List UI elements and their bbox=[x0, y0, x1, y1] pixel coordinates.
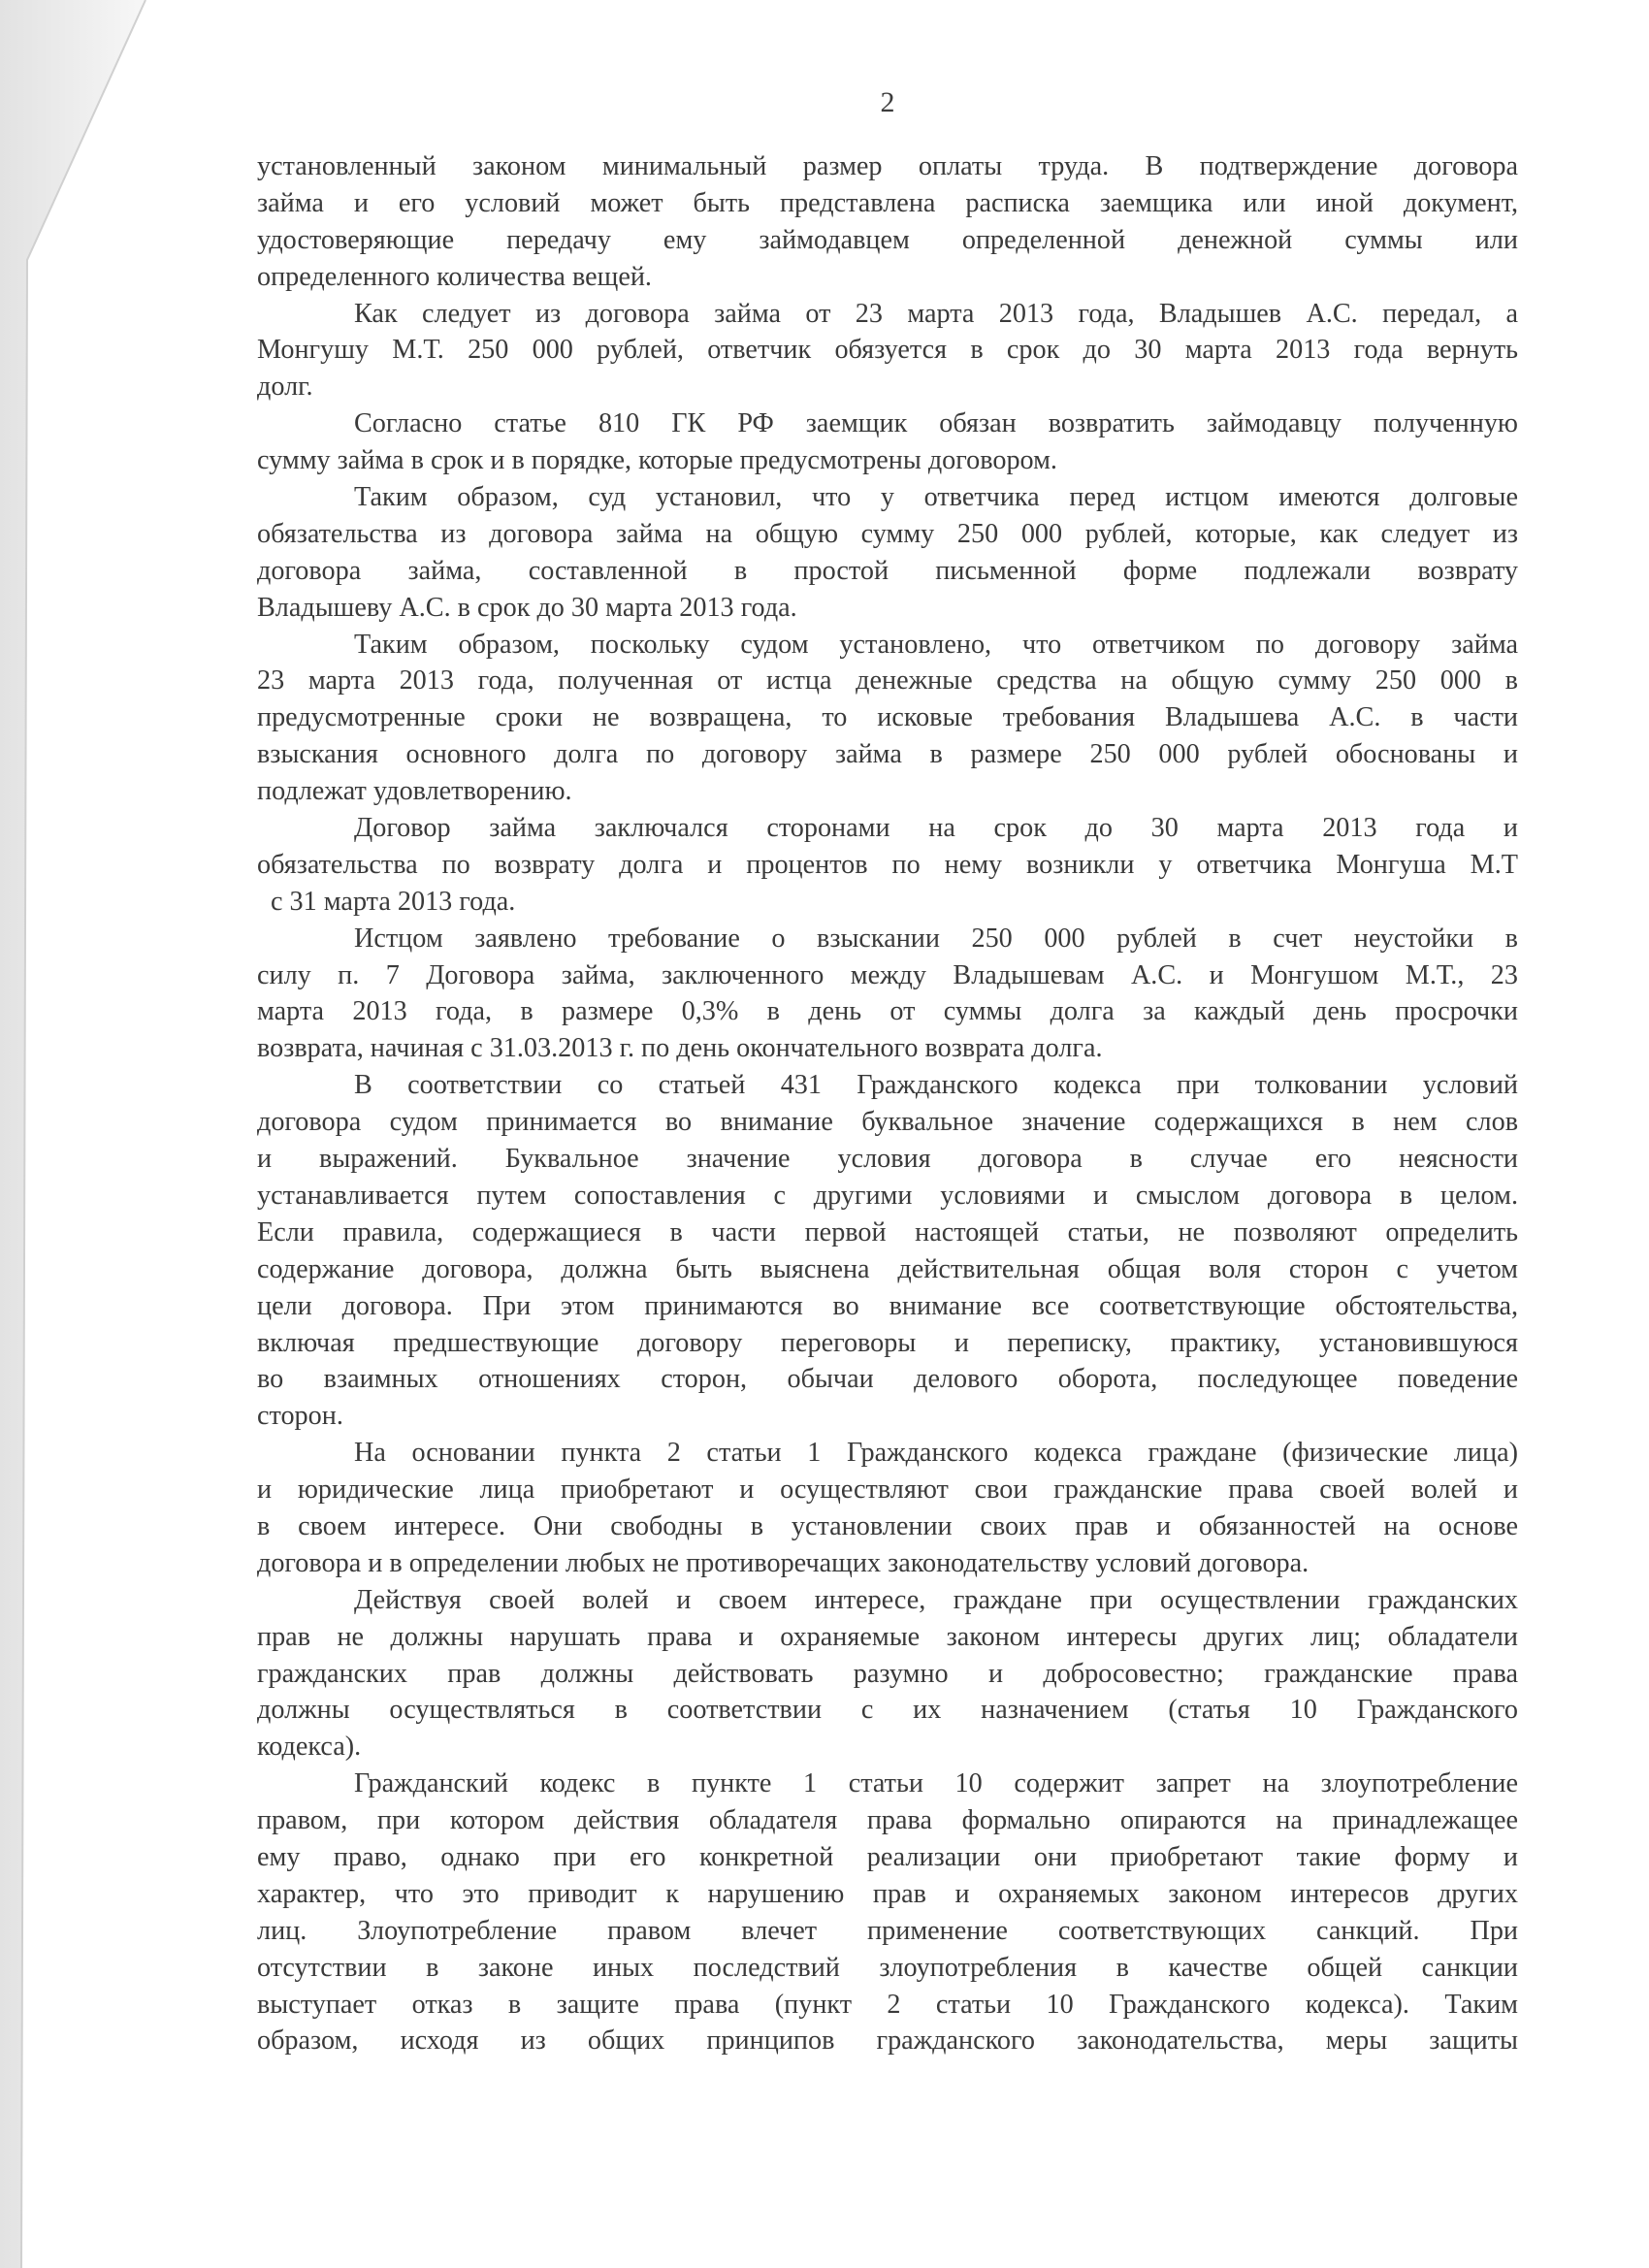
text-line: гражданских прав должны действовать разумно и добросовестно; гражданские права bbox=[257, 1658, 1518, 1689]
paragraph bbox=[257, 1582, 1518, 1766]
paragraph bbox=[257, 1766, 1518, 2059]
text-line: должны осуществляться в соответствии с их назначением (статья 10 Гражданского bbox=[257, 1695, 1518, 1726]
text-line: силу п. 7 Договора займа, заключенного между Владышевам А.С. и Монгушом М.Т., 23 bbox=[257, 959, 1518, 990]
text-line: обязательства по возврату долга и процентов по нему возникли у ответчика Монгуша М.Т bbox=[257, 849, 1518, 880]
text-line: В соответствии со статьей 431 Гражданского кодекса при толковании условий bbox=[354, 1070, 1518, 1101]
paragraph bbox=[257, 405, 1518, 479]
text-line: Таким образом, поскольку судом установлено, что ответчиком по договору займа bbox=[354, 629, 1518, 660]
text-line: характер, что это приводит к нарушению прав и охраняемых законом интересов других bbox=[257, 1878, 1518, 1909]
text-line: Владышеву А.С. в срок до 30 марта 2013 года. bbox=[257, 592, 797, 623]
text-line: во взаимных отношениях сторон, обычаи делового оборота, последующее поведение bbox=[257, 1364, 1518, 1395]
fold-shadow bbox=[0, 0, 146, 2268]
paragraph bbox=[257, 479, 1518, 627]
fold-edge-line bbox=[21, 0, 146, 2268]
paragraph bbox=[257, 1067, 1518, 1435]
text-line: и юридические лица приобретают и осуществляют свои гражданские права своей волей и bbox=[257, 1474, 1518, 1506]
text-line: ему право, однако при его конкретной реализации они приобретают такие форму и bbox=[257, 1841, 1518, 1872]
text-line: 23 марта 2013 года, полученная от истца денежные средства на общую сумму 250 000 в bbox=[257, 665, 1518, 697]
text-line: цели договора. При этом принимаются во внимание все соответствующие обстоятельства, bbox=[257, 1290, 1518, 1321]
text-line: в своем интересе. Они свободны в установлении своих прав и обязанностей на основе bbox=[257, 1510, 1518, 1541]
text-line: правом, при котором действия обладателя права формально опираются на принадлежащее bbox=[257, 1805, 1518, 1836]
text-line: лиц. Злоупотребление правом влечет применение соответствующих санкций. При bbox=[257, 1915, 1518, 1946]
text-line: возврата, начиная с 31.03.2013 г. по день окончательного возврата долга. bbox=[257, 1033, 1103, 1064]
text-line: кодекса). bbox=[257, 1732, 362, 1763]
text-line: устанавливается путем сопоставления с другими условиями и смыслом договора в целом. bbox=[257, 1180, 1518, 1211]
text-line: прав не должны нарушать права и охраняемые законом интересы других лиц; обладатели bbox=[257, 1621, 1518, 1652]
text-line: Таким образом, суд установил, что у ответчика перед истцом имеются долговые bbox=[354, 482, 1518, 513]
text-line: Гражданский кодекс в пункте 1 статьи 10 содержит запрет на злоупотребление bbox=[354, 1768, 1518, 1799]
text-line: договора займа, составленной в простой письменной форме подлежали возврату bbox=[257, 555, 1518, 586]
text-line: договора судом принимается во внимание буквальное значение содержащихся в нем слов bbox=[257, 1107, 1518, 1138]
paragraph bbox=[257, 1435, 1518, 1582]
text-line: Монгушу М.Т. 250 000 рублей, ответчик обязуется в срок до 30 марта 2013 года вернуть bbox=[257, 335, 1518, 366]
paragraph bbox=[257, 810, 1518, 921]
text-line: образом, исходя из общих принципов гражданского законодательства, меры защиты bbox=[257, 2025, 1518, 2057]
text-line: и выражений. Буквальное значение условия договора в случае его неясности bbox=[257, 1144, 1518, 1175]
paragraph bbox=[257, 296, 1518, 406]
text-line: включая предшествующие договору переговоры и переписку, практику, установившуюся bbox=[257, 1327, 1518, 1358]
text-line: предусмотренные сроки не возвращена, то исковые требования Владышева А.С. в части bbox=[257, 702, 1518, 733]
text-line: установленный законом минимальный размер оплаты труда. В подтверждение договора bbox=[257, 151, 1518, 181]
text-line: Договор займа заключался сторонами на срок до 30 марта 2013 года и bbox=[354, 813, 1518, 844]
paragraph bbox=[257, 627, 1518, 810]
text-line: определенного количества вещей. bbox=[257, 261, 652, 292]
text-line: марта 2013 года, в размере 0,3% в день от суммы долга за каждый день просрочки bbox=[257, 996, 1518, 1027]
text-line: Как следует из договора займа от 23 марта 2013 года, Владышев А.С. передал, а bbox=[354, 298, 1518, 329]
text-line: выступает отказ в защите права (пункт 2 статьи 10 Гражданского кодекса). Таким bbox=[257, 1989, 1518, 2020]
text-line: с 31 марта 2013 года. bbox=[271, 886, 516, 917]
text-line: Если правила, содержащиеся в части первой настоящей статьи, не позволяют определить bbox=[257, 1216, 1518, 1247]
text-line: Истцом заявлено требование о взыскании 250 000 рублей в счет неустойки в bbox=[354, 923, 1518, 954]
paragraph bbox=[257, 148, 1518, 296]
text-line: займа и его условий может быть представлена расписка заемщика или иной документ, bbox=[257, 187, 1518, 218]
text-line: долг. bbox=[257, 372, 313, 403]
text-line: взыскания основного долга по договору займа в размере 250 000 рублей обоснованы и bbox=[257, 739, 1518, 770]
fold-edge-highlight bbox=[29, 0, 153, 2268]
text-line: подлежат удовлетворению. bbox=[257, 776, 572, 807]
page-number: 2 bbox=[880, 86, 895, 118]
document-body bbox=[257, 148, 1518, 2059]
text-line: отсутствии в законе иных последствий злоупотребления в качестве общей санкции bbox=[257, 1952, 1518, 1983]
text-line: Согласно статье 810 ГК РФ заемщик обязан возвратить займодавцу полученную bbox=[354, 408, 1518, 439]
text-line: сторон. bbox=[257, 1401, 343, 1432]
paragraph bbox=[257, 921, 1518, 1068]
text-line: договора и в определении любых не противоречащих законодательству условий договора. bbox=[257, 1547, 1310, 1578]
text-line: содержание договора, должна быть выяснена действительная общая воля сторон с учетом bbox=[257, 1253, 1518, 1284]
text-line: удостоверяющие передачу ему займодавцем определенной денежной суммы или bbox=[257, 224, 1518, 255]
text-line: сумму займа в срок и в порядке, которые предусмотрены договором. bbox=[257, 445, 1057, 476]
text-line: Действуя своей волей и своем интересе, граждане при осуществлении гражданских bbox=[354, 1584, 1518, 1615]
text-line: обязательства из договора займа на общую сумму 250 000 рублей, которые, как следует из bbox=[257, 518, 1518, 549]
text-line: На основании пункта 2 статьи 1 Гражданского кодекса граждане (физические лица) bbox=[354, 1438, 1518, 1469]
